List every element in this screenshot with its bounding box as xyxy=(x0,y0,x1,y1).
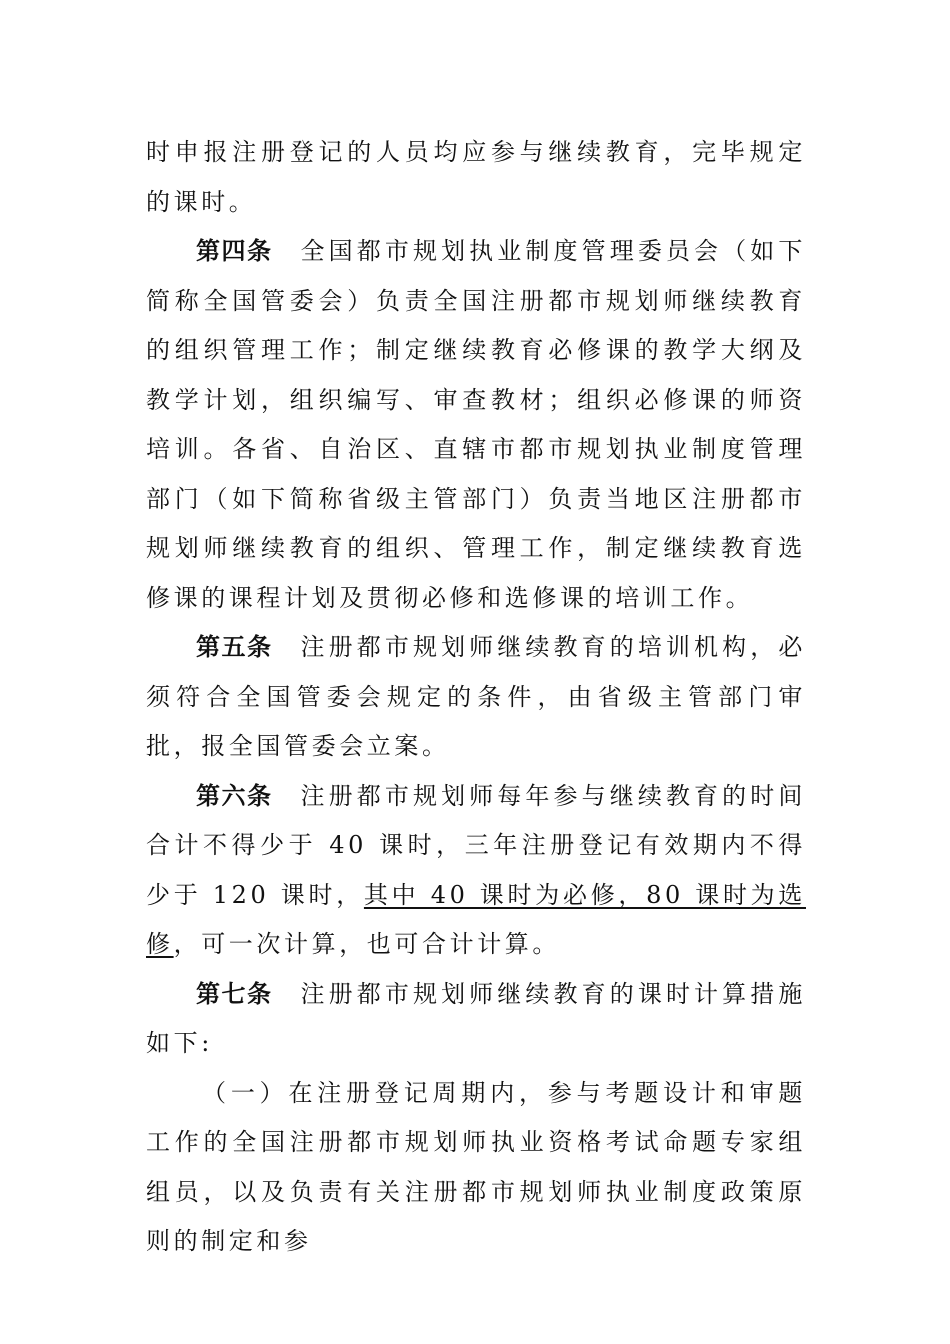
article-text-underlined: 其中 40 课时为必修，80 课时为选修 xyxy=(146,880,806,958)
item-text: （一）在注册登记周期内，参与考题设计和审题工作的全国注册都市规划师执业资格考试命题专家组组员，以及负责有关注册都市规划师执业制度政策原则的制定和参 xyxy=(146,1078,806,1255)
document-page xyxy=(146,128,806,1267)
article-4-paragraph xyxy=(146,227,806,623)
article-text: 全国都市规划执业制度管理委员会（如下简称全国管委会）负责全国注册都市规划师继续教育的组织管理工作；制定继续教育必修课的教学大纲及教学计划，组织编写、审查教材；组织必修课的师资培训。各省、自治区、直辖市都市规划执业制度管理部门（如下简称省级主管部门）负责当地区注册都市规划师继续教育的组织、管理工作，制定继续教育选修课的课程计划及贯彻必修和选修课的培训工作。 xyxy=(146,237,806,612)
article-label: 第六条 xyxy=(196,781,273,810)
article-text-after: ，可一次计算，也可合计计算。 xyxy=(173,930,561,958)
article-label: 第四条 xyxy=(196,237,273,265)
article-label: 第七条 xyxy=(196,979,273,1008)
paragraph-text: 时申报注册登记的人员均应参与继续教育，完毕规定的课时。 xyxy=(146,138,806,216)
article-6-paragraph xyxy=(146,772,806,970)
article-7-paragraph xyxy=(146,970,806,1069)
article-5-paragraph xyxy=(146,623,806,772)
article-7-item-1-paragraph xyxy=(146,1069,806,1267)
paragraph-continuation xyxy=(146,128,806,227)
article-text: 注册都市规划师继续教育的培训机构，必须符合全国管委会规定的条件，由省级主管部门审批，报全国管委会立案。 xyxy=(146,633,806,760)
article-text-before: 注册都市规划师每年参与继续教育的时间合计不得少于 40 课时，三年注册登记有效期内不得少于 120 课时， xyxy=(146,781,806,909)
article-label: 第五条 xyxy=(196,633,273,661)
article-text: 注册都市规划师继续教育的课时计算措施如下: xyxy=(146,979,806,1057)
